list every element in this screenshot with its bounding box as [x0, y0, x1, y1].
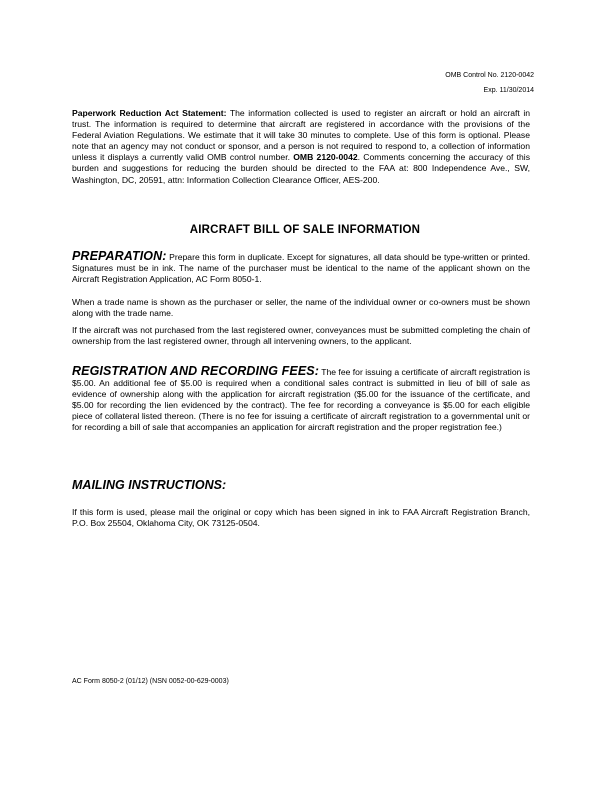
omb-expiration-date: Exp. 11/30/2014: [483, 87, 534, 94]
preparation-heading: PREPARATION:: [72, 249, 167, 263]
mailing-paragraph: If this form is used, please mail the original or copy which has been signed in ink to FAA Aircraft Registration Branch, P.O. Box 25504, Oklahoma City, OK 73125-0504.: [72, 507, 530, 529]
paperwork-reduction-paragraph: [72, 108, 530, 186]
omb-control-number: OMB Control No. 2120-0042: [445, 72, 534, 79]
paperwork-text-2: . Comments concerning the accuracy of this burden and suggestions for reducing the burden should be directed to the FAA at: 800 Independence Ave., SW, Washington, DC, 20591, attn: Information Collection Clearance Officer, AES-200.: [72, 152, 530, 185]
fees-text: The fee for issuing a certificate of aircraft registration is $5.00. An additional fee of $5.00 is required when a conditional sales contract is submitted in lieu of bill of sale as evidence of ownership along with the application for aircraft registration ($5.00 for the issuance of the certificate, and $5.00 for recording the lien evidenced by the contract). The fee for recording a conveyance is $5.00 for each eligible piece of collateral listed thereon. (There is no fee for issuing a certificate of aircraft registration to a governmental unit or for recording a bill of sale that accompanies an application for aircraft registration and the proper registration fee.): [72, 367, 531, 433]
paperwork-heading: Paperwork Reduction Act Statement:: [72, 108, 227, 118]
paperwork-text-1: The information collected is used to register an aircraft or hold an aircraft in trust. The information is required to determine that aircraft are registered in accordance with the provisions of the Federal Aviation Regulations. We estimate that it will take 30 minutes to complete. Use of this form is optional. Please note that an agency may not conduct or sponsor, and a person is not required to respond to, a collection of information unless it displays a currently valid OMB control number.: [72, 108, 531, 163]
page-title: AIRCRAFT BILL OF SALE INFORMATION: [189, 224, 421, 236]
trade-name-paragraph: When a trade name is shown as the purchaser or seller, the name of the individual owner or co-owners must be shown along with the trade name.: [72, 297, 530, 319]
paperwork-omb-number: OMB 2120-0042: [293, 152, 358, 163]
chain-of-ownership-paragraph: If the aircraft was not purchased from the last registered owner, conveyances must be submitted completing the chain of ownership from the last registered owner, through all intervening owners, to the applicant.: [72, 325, 530, 347]
form-footer: AC Form 8050-2 (01/12) (NSN 0052-00-629-0003): [72, 678, 229, 685]
preparation-text: Prepare this form in duplicate. Except for signatures, all data should be type-written or printed. Signatures must be in ink. The name of the purchaser must be identical to the name of the applicant shown on the Aircraft Registration Application, AC Form 8050-1.: [72, 252, 531, 285]
fees-paragraph: [72, 366, 530, 434]
fees-heading: REGISTRATION AND RECORDING FEES:: [72, 364, 319, 378]
mailing-heading: MAILING INSTRUCTIONS:: [72, 478, 227, 492]
preparation-paragraph: [72, 251, 530, 285]
